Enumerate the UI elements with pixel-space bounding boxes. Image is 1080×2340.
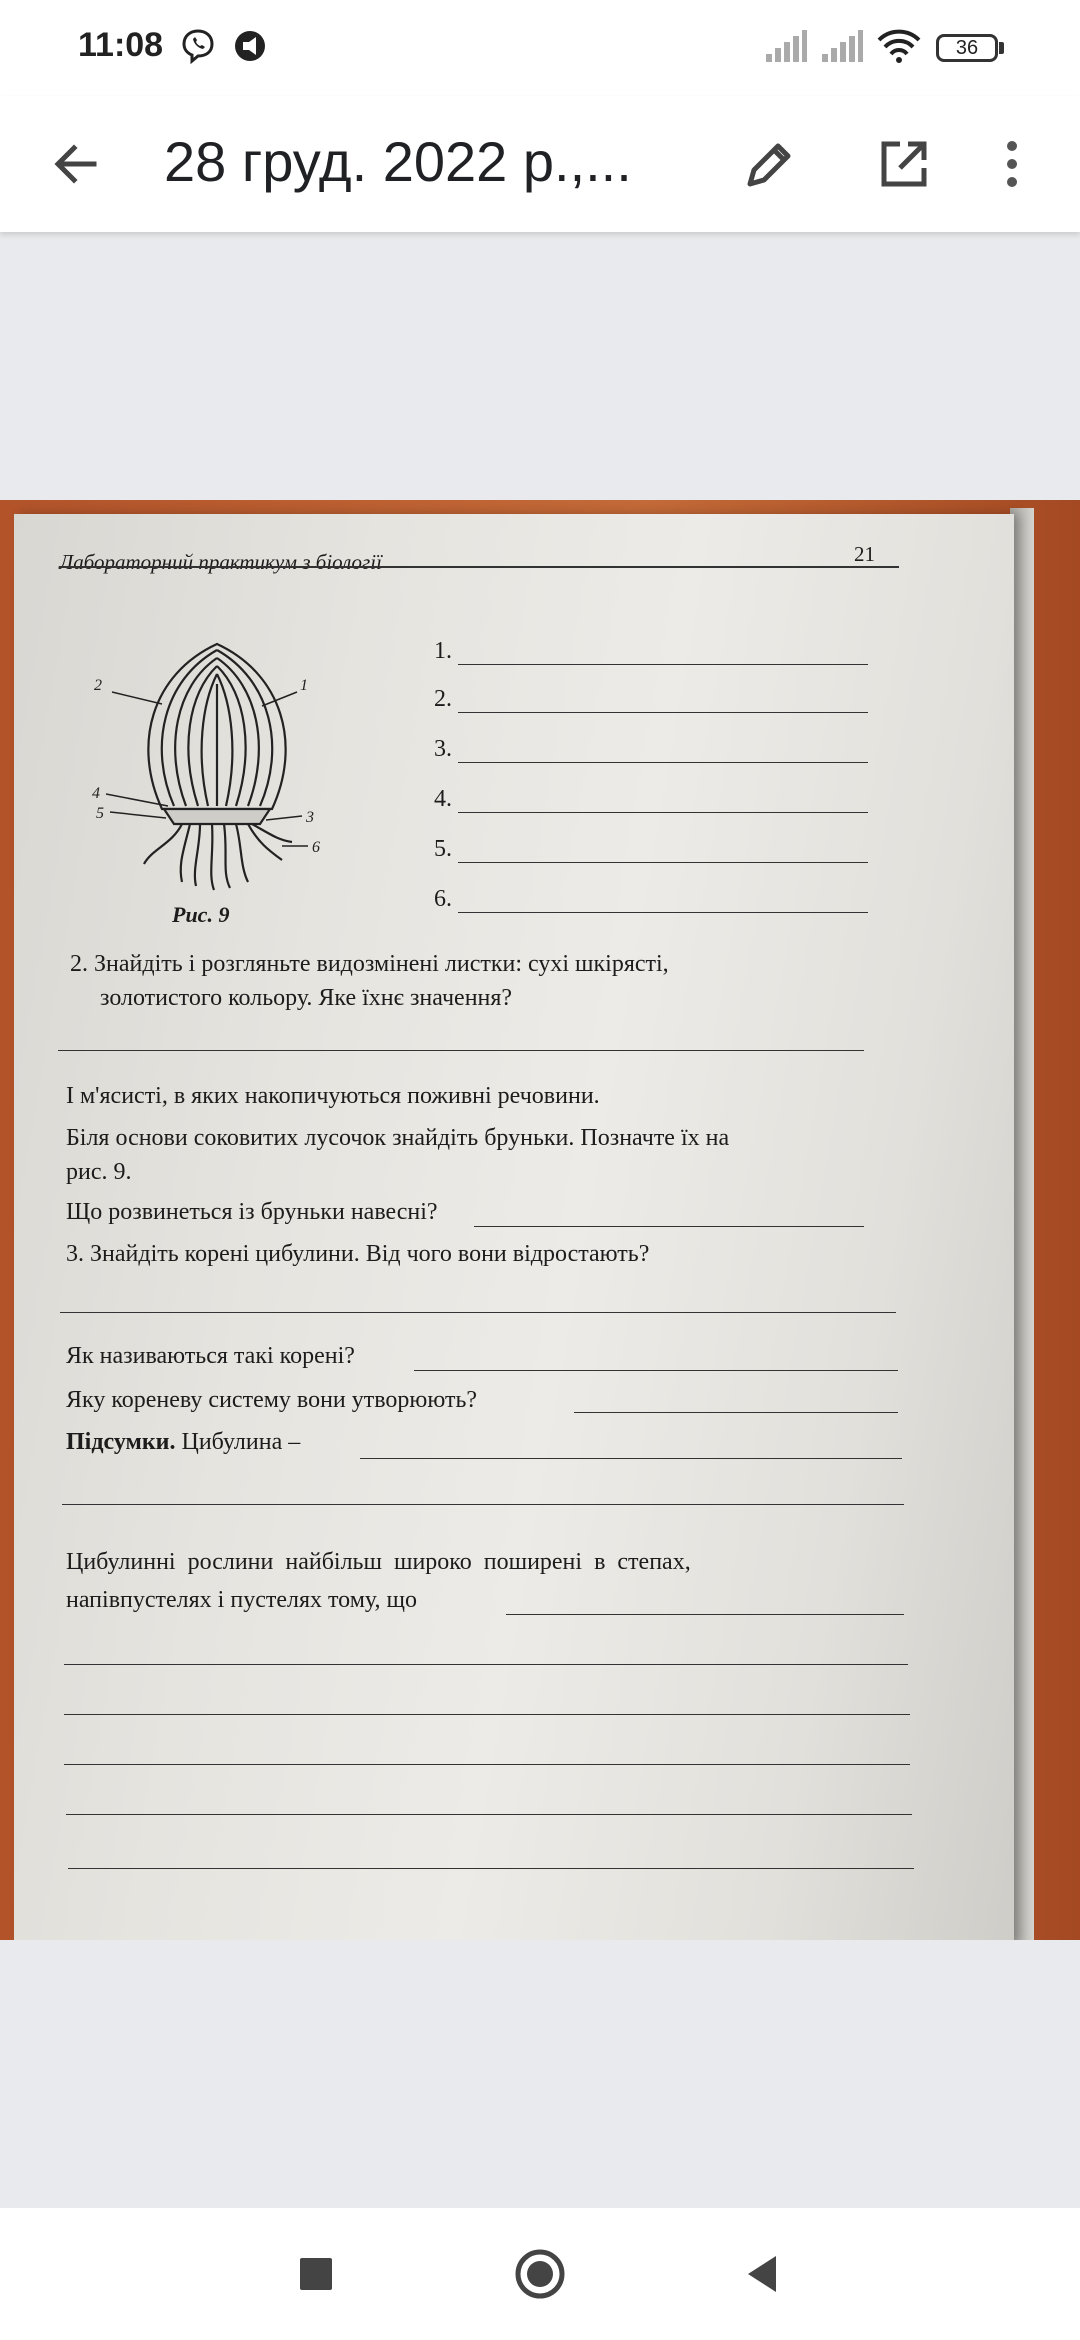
recents-square-icon[interactable] — [286, 2244, 346, 2304]
signal-icon — [820, 28, 864, 64]
answer-line — [66, 1814, 912, 1815]
answer-line — [64, 1664, 908, 1665]
question-2-line2: золотистого кольору. Яке їхнє значення? — [100, 985, 513, 1011]
battery-icon: 36 — [936, 34, 998, 62]
blank-number: 2. — [434, 686, 452, 712]
blank-number: 4. — [434, 786, 452, 812]
blank-line — [458, 912, 868, 913]
figure-label-3: 3 — [306, 809, 314, 826]
answer-line — [574, 1412, 898, 1413]
signal-icon — [764, 28, 808, 64]
page-title: 28 груд. 2022 р.,... — [164, 130, 632, 193]
answer-line — [58, 1050, 864, 1051]
back-triangle-icon[interactable] — [732, 2244, 792, 2304]
summary-label: Підсумки. — [66, 1429, 176, 1455]
blank-number: 6. — [434, 886, 452, 912]
wifi-icon — [876, 28, 922, 64]
blank-number: 5. — [434, 836, 452, 862]
figure-label-6: 6 — [312, 839, 320, 856]
summary-text: Цибулина – — [175, 1429, 301, 1455]
edit-pencil-icon[interactable] — [732, 126, 808, 202]
answer-line — [64, 1764, 910, 1765]
photo-viewer[interactable] — [0, 500, 1080, 1940]
answer-line — [474, 1226, 864, 1227]
buds-text-line2: рис. 9. — [66, 1159, 132, 1185]
question-3: 3. Знайдіть корені цибулини. Від чого вони відростають? — [66, 1241, 650, 1267]
blank-number: 1. — [434, 638, 452, 664]
app-bar — [0, 96, 1080, 232]
page-header-title: Лабораторний практикум з біології — [59, 550, 382, 574]
system-nav-bar — [0, 2208, 1080, 2340]
status-time: 11:08 — [78, 26, 164, 64]
answer-line — [60, 1312, 896, 1313]
figure-label-2: 2 — [94, 677, 102, 694]
figure-label-4: 4 — [92, 785, 100, 802]
question-spring: Що розвинеться із бруньки навесні? — [66, 1199, 438, 1225]
answer-line — [414, 1370, 898, 1371]
figure-caption: Рис. 9 — [172, 902, 230, 927]
blank-line — [458, 812, 868, 813]
media-icon — [232, 28, 268, 64]
onion-bulb-illustration — [92, 634, 342, 894]
battery-tip — [999, 42, 1004, 54]
open-external-icon[interactable] — [866, 126, 942, 202]
status-bar — [0, 0, 1080, 96]
figure-label-5: 5 — [96, 805, 104, 822]
header-divider — [59, 566, 899, 568]
answer-line — [62, 1504, 904, 1505]
answer-line — [506, 1614, 904, 1615]
blank-line — [458, 762, 868, 763]
home-circle-icon[interactable] — [510, 2244, 570, 2304]
answer-line — [68, 1868, 914, 1869]
fleshy-leaves-text: І м'ясисті, в яких накопичуються поживні речовини. — [66, 1083, 600, 1109]
question-root-system: Яку кореневу систему вони утворюють? — [66, 1387, 478, 1413]
textbook-page — [14, 514, 1014, 1940]
answer-line — [360, 1458, 902, 1459]
blank-line — [458, 664, 868, 665]
question-2-line1: 2. Знайдіть і розгляньте видозмінені листки: сухі шкірясті, — [70, 951, 669, 977]
blank-line — [458, 862, 868, 863]
bulb-plants-line2: напівпустелях і пустелях тому, що — [66, 1587, 417, 1613]
bulb-plants-line1: Цибулинні рослини найбільш широко поширені в степах, — [66, 1549, 691, 1575]
more-vert-icon[interactable] — [982, 126, 1042, 202]
buds-text-line1: Біля основи соковитих лусочок знайдіть бруньки. Позначте їх на — [66, 1125, 730, 1151]
blank-line — [458, 712, 868, 713]
question-roots-name: Як називаються такі корені? — [66, 1343, 355, 1369]
page-number: 21 — [854, 542, 875, 566]
viber-icon — [180, 28, 216, 64]
figure-label-1: 1 — [300, 677, 308, 694]
back-arrow-icon[interactable] — [38, 126, 114, 202]
answer-line — [64, 1714, 910, 1715]
summary — [66, 1424, 300, 1460]
blank-number: 3. — [434, 736, 452, 762]
